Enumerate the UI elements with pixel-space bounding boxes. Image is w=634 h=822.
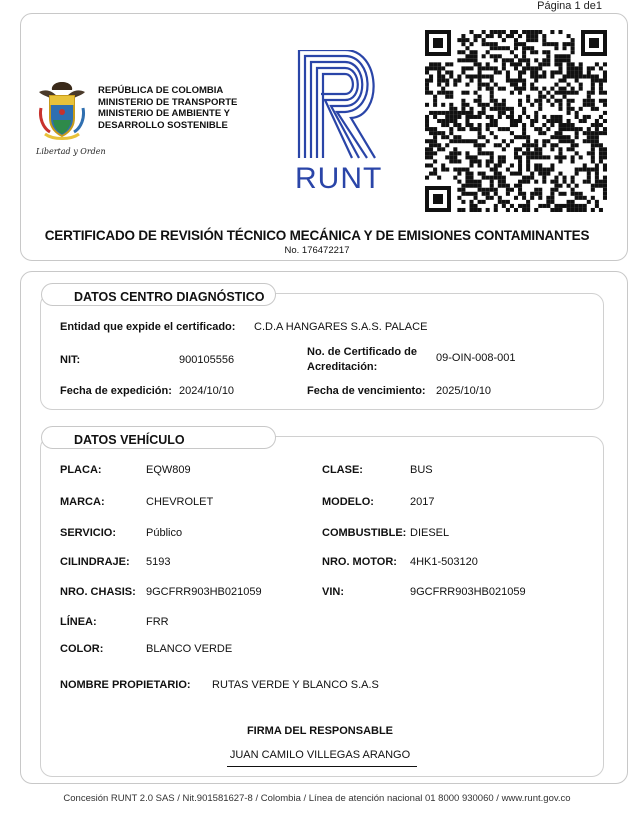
certificate-title: CERTIFICADO DE REVISIÓN TÉCNICO MECÁNICA Y DE EMISIONES CONTAMINANTES [44,228,590,243]
motor-label: NRO. MOTOR: [322,556,397,568]
clase-label: CLASE: [322,464,363,476]
acreditacion-label [307,345,417,375]
acreditacion-label-line: No. de Certificado de [307,346,418,358]
combustible-value: DIESEL [410,527,450,539]
vin-value: 9GCFRR903HB021059 [410,586,526,598]
vin-label: VIN: [322,586,344,598]
signature-line [227,766,417,767]
clase-value: BUS [410,464,433,476]
color-value: BLANCO VERDE [146,643,233,655]
signature-title: FIRMA DEL RESPONSABLE [246,725,394,737]
coat-of-arms-icon [33,78,91,158]
ministry-line: REPÚBLICA DE COLOMBIA [98,85,224,96]
marca-label: MARCA: [60,496,105,508]
fecha-expedicion-value: 2024/10/10 [179,385,235,397]
combustible-label: COMBUSTIBLE: [322,527,407,539]
ministry-line: DESARROLLO SOSTENIBLE [98,119,228,131]
linea-label: LÍNEA: [60,616,97,628]
qr-code-icon [425,30,607,212]
fecha-vencimiento-label: Fecha de vencimiento: [307,385,426,397]
servicio-label: SERVICIO: [60,527,117,539]
seal-caption: Libertad y Orden [36,147,106,156]
placa-value: EQW809 [146,464,191,476]
entidad-value: C.D.A HANGARES S.A.S. PALACE [254,321,428,333]
modelo-value: 2017 [410,496,435,508]
brand-name: RUNT [295,162,383,195]
ministry-line: MINISTERIO DE TRANSPORTE [98,96,238,108]
fecha-vencimiento-value: 2025/10/10 [436,385,492,397]
acreditacion-label-line: Acreditación: [307,361,378,373]
page-number: Página 1 de1 [537,0,602,12]
section-title: DATOS CENTRO DIAGNÓSTICO [41,283,276,306]
ministry-line: MINISTERIO DE AMBIENTE Y [98,108,230,119]
chasis-value: 9GCFRR903HB021059 [146,586,262,598]
signature-name: JUAN CAMILO VILLEGAS ARANGO [229,749,411,761]
placa-label: PLACA: [60,464,102,476]
footer: Concesión RUNT 2.0 SAS / Nit.901581627-8 / Colombia / Línea de atención nacional 01 8000 930060 / www.runt.gov.co [63,793,571,804]
color-label: COLOR: [60,643,104,655]
section-title: DATOS VEHÍCULO [41,426,276,449]
modelo-label: MODELO: [322,496,374,508]
marca-value: CHEVROLET [146,496,214,508]
cilindraje-value: 5193 [146,556,171,568]
chasis-label: NRO. CHASIS: [60,586,136,598]
acreditacion-value: 09-OIN-008-001 [436,352,516,364]
motor-value: 4HK1-503120 [410,556,478,568]
servicio-value: Público [146,527,183,539]
entidad-label: Entidad que expide el certificado: [60,321,236,333]
nit-value: 900105556 [179,354,235,366]
certificate-number: No. 176472217 [284,245,350,256]
propietario-label: NOMBRE PROPIETARIO: [60,679,191,691]
cilindraje-label: CILINDRAJE: [60,556,130,568]
propietario-value: RUTAS VERDE Y BLANCO S.A.S [212,679,379,691]
fecha-expedicion-label: Fecha de expedición: [60,385,172,397]
ministry-name [98,85,237,131]
nit-label: NIT: [60,354,81,366]
linea-value: FRR [146,616,169,628]
